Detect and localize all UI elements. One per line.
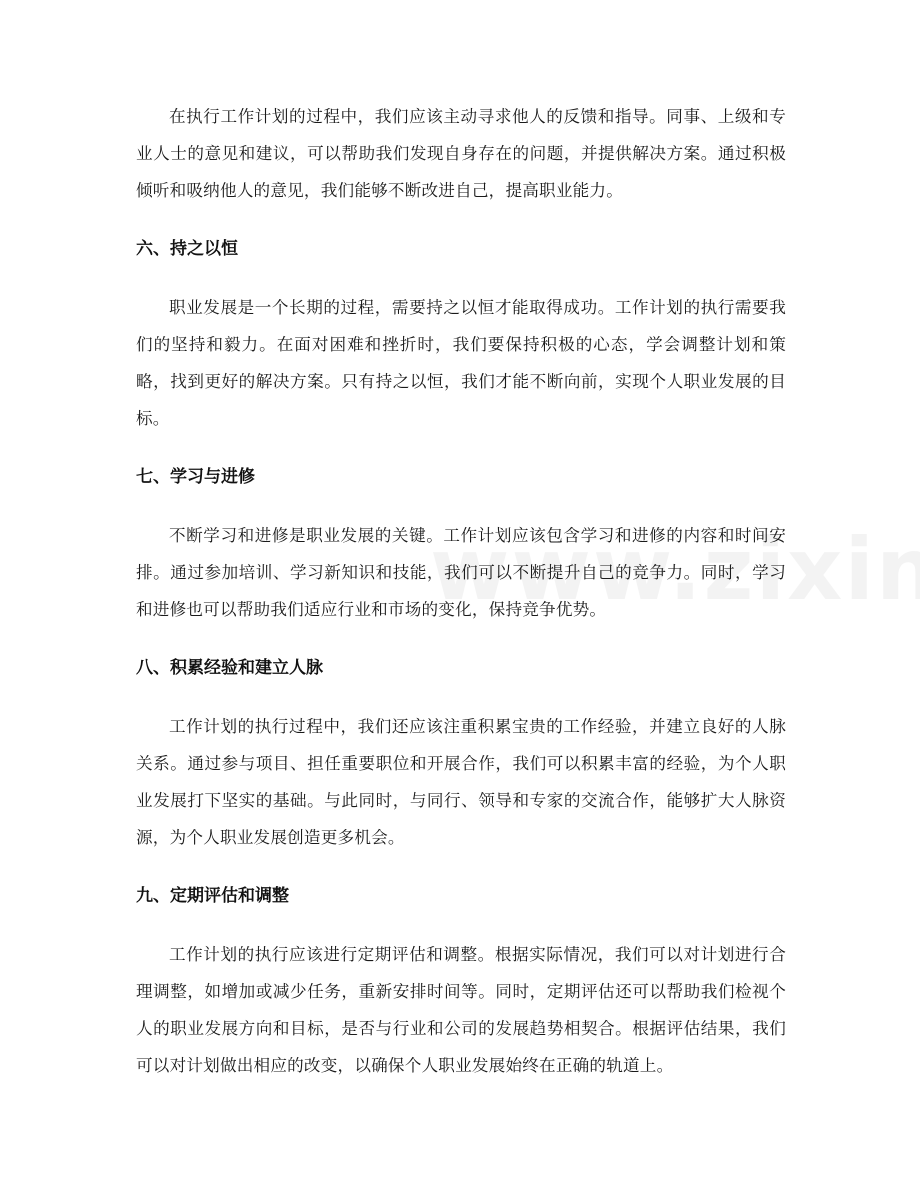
section-paragraph-9: 工作计划的执行应该进行定期评估和调整。根据实际情况，我们可以对计划进行合理调整，如增加或减少任务，重新安排时间等。同时，定期评估还可以帮助我们检视个人的职业发展方向和目标，是否与行业和公司的发展趋势相契合。根据评估结果，我们可以对计划做出相应的改变，以确保个人职业发展始终在正确的轨道上。 <box>136 945 786 1075</box>
section-heading-8: 八、积累经验和建立人脉 <box>136 658 323 678</box>
document-body <box>136 98 786 1084</box>
section-paragraph-6: 职业发展是一个长期的过程，需要持之以恒才能取得成功。工作计划的执行需要我们的坚持和毅力。在面对困难和挫折时，我们要保持积极的心态，学会调整计划和策略，找到更好的解决方案。只有持之以恒，我们才能不断向前，实现个人职业发展的目标。 <box>136 298 786 428</box>
section-heading-9: 九、定期评估和调整 <box>136 886 289 906</box>
section-paragraph-7: 不断学习和进修是职业发展的关键。工作计划应该包含学习和进修的内容和时间安排。通过参加培训、学习新知识和技能，我们可以不断提升自己的竞争力。同时，学习和进修也可以帮助我们适应行业和市场的变化，保持竞争优势。 <box>136 526 786 619</box>
section-heading-6: 六、持之以恒 <box>136 239 238 259</box>
section-heading-7: 七、学习与进修 <box>136 467 255 487</box>
intro-paragraph: 在执行工作计划的过程中，我们应该主动寻求他人的反馈和指导。同事、上级和专业人士的意见和建议，可以帮助我们发现自身存在的问题，并提供解决方案。通过积极倾听和吸纳他人的意见，我们能够不断改进自己，提高职业能力。 <box>136 107 786 200</box>
section-paragraph-8: 工作计划的执行过程中，我们还应该注重积累宝贵的工作经验，并建立良好的人脉关系。通过参与项目、担任重要职位和开展合作，我们可以积累丰富的经验，为个人职业发展打下坚实的基础。与此同时，与同行、领导和专家的交流合作，能够扩大人脉资源，为个人职业发展创造更多机会。 <box>136 717 786 847</box>
